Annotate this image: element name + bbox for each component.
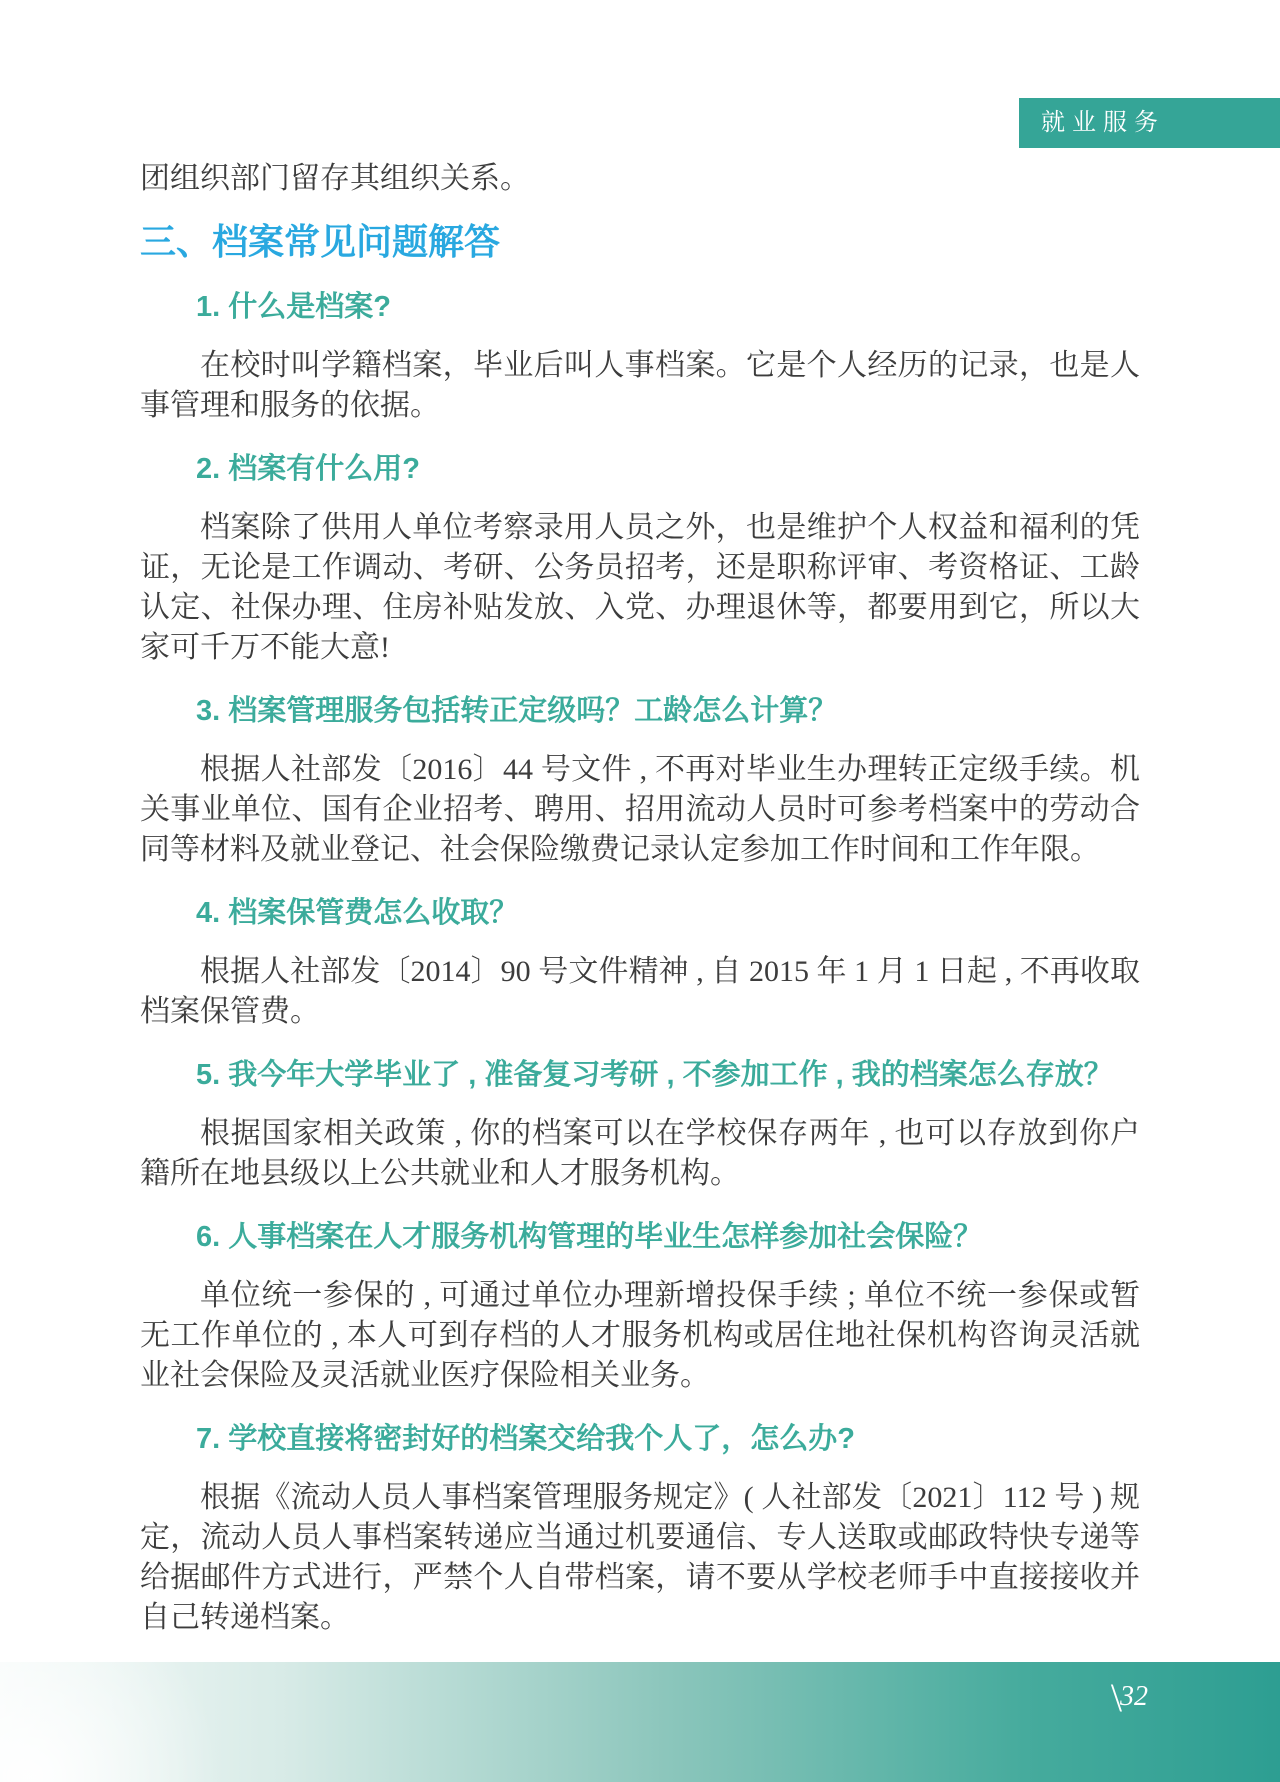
- question-7: 7. 学校直接将密封好的档案交给我个人了，怎么办?: [196, 1423, 855, 1455]
- question-2: 2. 档案有什么用?: [196, 453, 420, 485]
- answer-7: 根据《流动人员人事档案管理服务规定》( 人社部发〔2021〕112 号 ) 规定，流动人员人事档案转递应当通过机要通信、专人送取或邮政特快专递等给据邮件方式进行，严禁个人自带档案，请不要从学校老师手中直接接收并自己转递档案。: [140, 1481, 1140, 1634]
- page-number: [1111, 1674, 1148, 1721]
- question-6: 6. 人事档案在人才服务机构管理的毕业生怎样参加社会保险？: [196, 1221, 983, 1253]
- answer-3: 根据人社部发〔2016〕44 号文件 , 不再对毕业生办理转正定级手续。机关事业单位、国有企业招考、聘用、招用流动人员时可参考档案中的劳动合同等材料及就业登记、社会保险缴费记录认定参加工作时间和工作年限。: [140, 753, 1140, 866]
- question-5: 5. 我今年大学毕业了 , 准备复习考研 , 不参加工作 , 我的档案怎么存放？: [196, 1059, 1113, 1091]
- intro-continuation-line: 团组织部门留存其组织关系。: [140, 162, 530, 195]
- answer-1: 在校时叫学籍档案，毕业后叫人事档案。它是个人经历的记录，也是人事管理和服务的依据。: [140, 349, 1140, 422]
- answer-5: 根据国家相关政策 , 你的档案可以在学校保存两年 , 也可以存放到你户籍所在地县级以上公共就业和人才服务机构。: [140, 1117, 1140, 1190]
- section-title: 三、档案常见问题解答: [140, 221, 501, 262]
- page-number-value: 32: [1120, 1681, 1148, 1712]
- page-content: [140, 158, 1140, 1638]
- question-1: 1. 什么是档案?: [196, 291, 391, 323]
- chapter-header-label: 就业服务: [1041, 110, 1165, 136]
- answer-4: 根据人社部发〔2014〕90 号文件精神 , 自 2015 年 1 月 1 日起 , 不再收取档案保管费。: [140, 955, 1140, 1028]
- question-4: 4. 档案保管费怎么收取？: [196, 897, 519, 929]
- footer-gradient-band: [0, 1662, 1280, 1782]
- answer-6: 单位统一参保的 , 可通过单位办理新增投保手续 ; 单位不统一参保或暂无工作单位的 , 本人可到存档的人才服务机构或居住地社保机构咨询灵活就业社会保险及灵活就业医疗保险相关业务。: [140, 1279, 1140, 1392]
- page-number-slash: \: [1110, 1675, 1122, 1720]
- chapter-header-tab: [1019, 98, 1280, 148]
- question-3: 3. 档案管理服务包括转正定级吗？工龄怎么计算？: [196, 695, 838, 727]
- answer-2: 档案除了供用人单位考察录用人员之外，也是维护个人权益和福利的凭证，无论是工作调动、考研、公务员招考，还是职称评审、考资格证、工龄认定、社保办理、住房补贴发放、入党、办理退休等，都要用到它，所以大家可千万不能大意!: [140, 511, 1140, 664]
